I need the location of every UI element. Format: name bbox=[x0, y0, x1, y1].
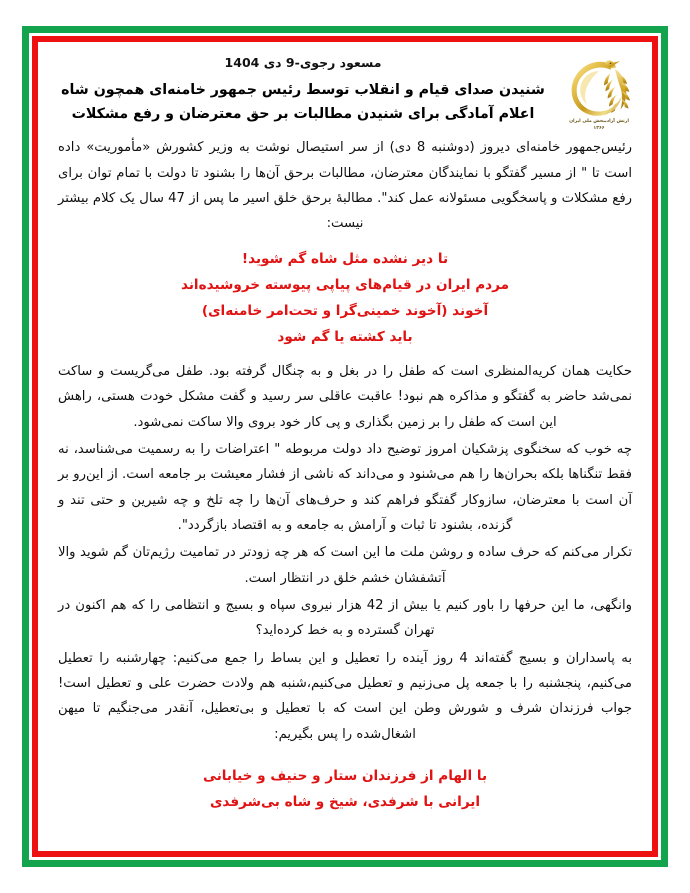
headline-line-2: اعلام آمادگی برای شنیدن مطالبات بر حق معترضان و رفع مشکلات bbox=[71, 106, 535, 123]
headline-line-1: شنیدن صدای قیام و انقلاب توسط رئیس جمهور خامنه‌ای همچون شاه bbox=[61, 81, 545, 98]
slogan-middle-line-2: مردم ایران در قیام‌های پیاپی پیوسته خروشیده‌اند bbox=[180, 276, 510, 293]
paragraph-6: به پاسداران و بسیج گفته‌اند 4 روز آینده را تعطیل و این بساط را جمع می‌کنیم: چهارشنبه را تعطیل می‌کنیم، پنجشنبه را با جمعه پل می‌زنیم و تعطیل می‌کنیم،شنبه هم ولادت حضرت علی و تعطیل است! جواب فرزندان شرف و شورش وطن این است که با تعطیل و بی‌تعطیل، آنقدر می‌جنگیم تا میهن اشغال‌شده را پس بگیریم: bbox=[58, 650, 632, 742]
header-text-block bbox=[52, 54, 558, 127]
paragraph-1: رئیس‌جمهور خامنه‌ای دیروز (دوشنبه 8 دی) از سر استیصال نوشت به وزیر کشورش «مأموریت» داده است تا " از مسیر گفتگو با نمایندگان معترضان، مطالبات برحق آن‌ها را بشنود تا دولت با تمام توان برای رفع مشکلات و پاسخگویی مسئولانه عمل کند". مطالبهٔ برحق خلق اسیر ما پس از 47 سال یک کلام بیشتر نیست: bbox=[58, 140, 632, 232]
inner-red-border bbox=[32, 36, 658, 857]
slogan-middle-line-4: باید کشته یا گم شود bbox=[277, 328, 413, 345]
slogan-middle-line-1: تا دیر نشده مثل شاه گم شوید! bbox=[241, 250, 449, 267]
paragraph-2: حکایت همان کریه‌المنظری است که طفل را در بغل و به چنگال گرفته بود. طفل می‌گریست و ساکت نمی‌شد حاضر به گفتگو و مذاکره هم نبود! عاقبت عاقلی سر رسید و گفت مشکل خودت هستی، راهش این است که طفل را بر زمین بگذاری و پی کار خود بروی والا ساکت نمی‌شود. bbox=[58, 363, 632, 430]
slogan-block-middle bbox=[58, 246, 632, 350]
paragraph-5: وانگهی، ما این حرفها را باور کنیم یا بیش از 42 هزار نیروی سپاه و بسیج و انتظامی را که هم اکنون در تهران گسترده و به خط کرده‌اید؟ bbox=[58, 598, 633, 639]
byline: مسعود رجوی-9 دی 1404 bbox=[224, 55, 382, 70]
outer-green-border bbox=[22, 26, 668, 867]
national-liberation-army-emblem-icon bbox=[563, 56, 635, 118]
paragraph-3: چه خوب که سخنگوی پزشکیان امروز توضیح داد دولت مربوطه " اعتراضات را به رسمیت می‌شناسد، نه فقط تنگناها بلکه بحران‌ها را هم می‌شنود و می‌داند که ناشی از فشار معیشت بر جامعه است. از این‌رو بر آن است با معترضان، سازوکار گفتگو فراهم کند و حرف‌های آن‌ها را چه تلخ و چه شیرین و حتی تند و گزنده، بشنود تا ثبات و آرامش به جامعه و به اقتصاد بازگردد". bbox=[58, 441, 632, 533]
slogan-middle-line-3: آخوند (آخوند خمینی‌گرا و تحت‌امر خامنه‌ای) bbox=[201, 302, 489, 319]
slogan-footer-line-2: ایرانی با شرفدی، شیخ و شاه بی‌شرفدی bbox=[209, 794, 481, 811]
logo bbox=[560, 56, 638, 131]
paragraph-4: تکرار می‌کنم که حرف ساده و روشن ملت ما این است که هر چه زودتر در تمامیت رژیم‌تان گم شوید والا آتشفشان خشم خلق در انتظار است. bbox=[58, 545, 632, 586]
logo-caption: ارتش آزادیبخش ملی ایران bbox=[569, 119, 629, 124]
document-header bbox=[48, 48, 642, 131]
logo-year: ۱۳۶۶ bbox=[593, 125, 605, 131]
slogan-block-footer bbox=[58, 763, 632, 815]
document-body bbox=[48, 131, 642, 815]
slogan-footer-line-1: با الهام از فرزندان ستار و حنیف و خیابانی bbox=[202, 768, 488, 785]
